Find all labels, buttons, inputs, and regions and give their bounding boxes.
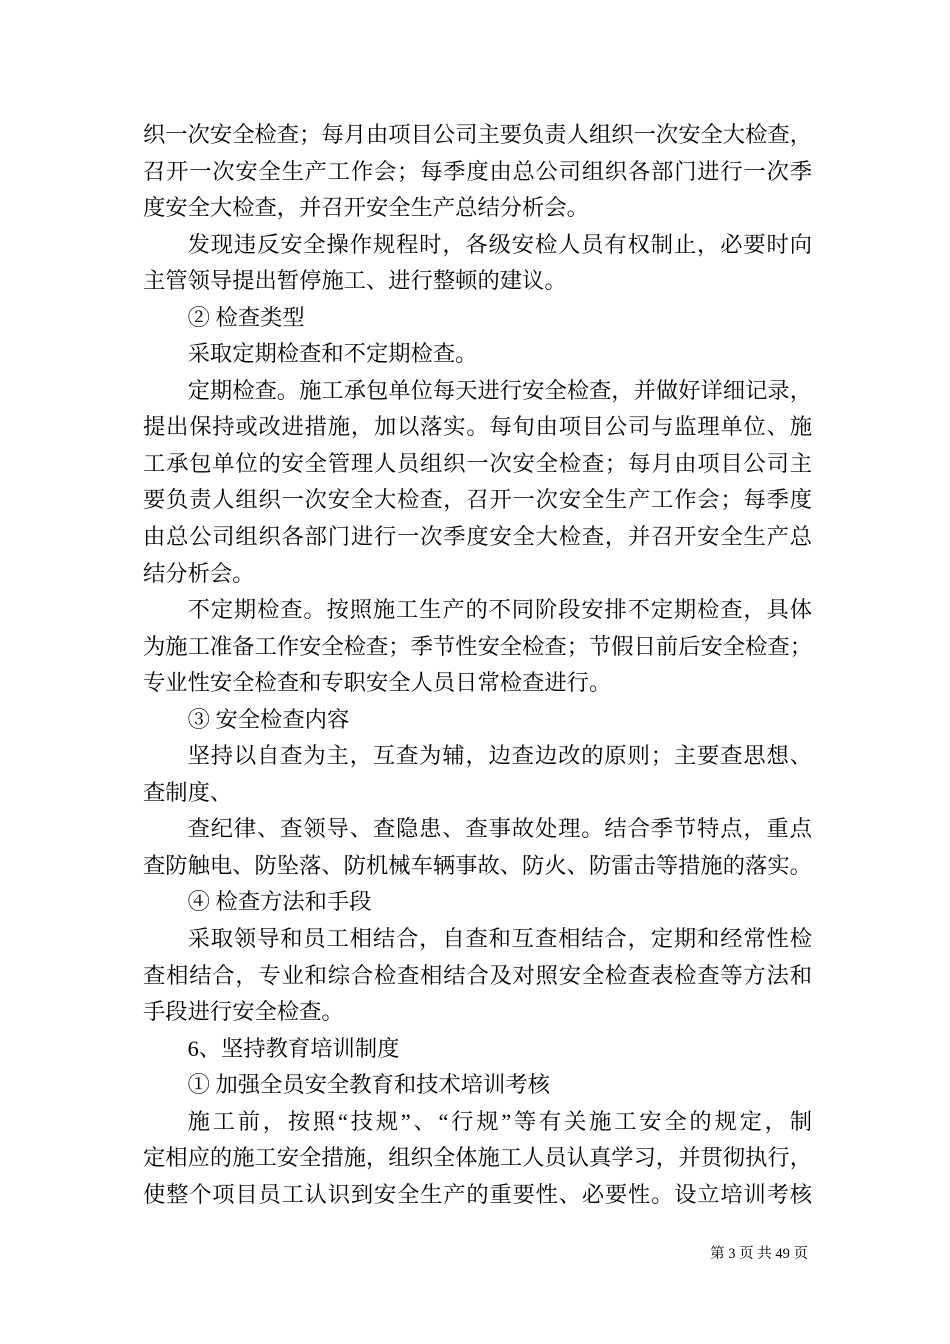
text-line: 查相结合，专业和综合检查相结合及对照安全检查表检查等方法和 xyxy=(143,962,812,988)
text-line: 发现违反安全操作规程时，各级安检人员有权制止，必要时向 xyxy=(187,231,812,257)
text-line: 6、坚持教育培训制度 xyxy=(187,1035,400,1061)
text-line: 定相应的施工安全措施，组织全体施工人员认真学习，并贯彻执行， xyxy=(143,1145,812,1171)
text-line: 召开一次安全生产工作会；每季度由总公司组织各部门进行一次季 xyxy=(143,158,812,184)
text-line: 结分析会。 xyxy=(143,560,255,586)
page-number-label: 第 3 页 共 49 页 xyxy=(710,1246,808,1262)
text-line: 专业性安全检查和专职安全人员日常检查进行。 xyxy=(143,670,612,696)
text-line: 工承包单位的安全管理人员组织一次安全检查；每月由项目公司主 xyxy=(143,450,812,476)
text-line: 施工前，按照“技规”、“行规”等有关施工安全的规定，制 xyxy=(187,1108,812,1134)
text-line: 坚持以自查为主，互查为辅，边查边改的原则；主要查思想、 xyxy=(187,743,812,769)
text-line: 不定期检查。按照施工生产的不同阶段安排不定期检查，具体 xyxy=(187,597,812,623)
text-line: ① 加强全员安全教育和技术培训考核 xyxy=(187,1072,550,1098)
text-line: 使整个项目员工认识到安全生产的重要性、必要性。设立培训考核 xyxy=(143,1181,812,1207)
text-line: 查纪律、查领导、查隐患、查事故处理。结合季节特点，重点 xyxy=(187,816,812,842)
text-line: 查防触电、防坠落、防机械车辆事故、防火、防雷击等措施的落实。 xyxy=(143,852,812,878)
text-line: 主管领导提出暂停施工、进行整顿的建议。 xyxy=(143,268,567,294)
text-line: ② 检查类型 xyxy=(187,304,305,330)
text-line: 由总公司组织各部门进行一次季度安全大检查，并召开安全生产总 xyxy=(143,524,812,550)
text-line: 要负责人组织一次安全大检查，召开一次安全生产工作会；每季度 xyxy=(143,487,812,513)
page-footer xyxy=(710,1245,808,1263)
text-line: 定期检查。施工承包单位每天进行安全检查，并做好详细记录， xyxy=(187,377,812,403)
text-line: 为施工准备工作安全检查；季节性安全检查；节假日前后安全检查； xyxy=(143,633,812,659)
text-line: ④ 检查方法和手段 xyxy=(187,889,372,915)
document-body xyxy=(143,117,812,1213)
text-line: 度安全大检查，并召开安全生产总结分析会。 xyxy=(143,195,589,221)
text-line: 手段进行安全检查。 xyxy=(143,999,344,1025)
text-line: 查制度、 xyxy=(143,779,233,805)
text-line: 提出保持或改进措施，加以落实。每旬由项目公司与监理单位、施 xyxy=(143,414,812,440)
text-line: 织一次安全检查；每月由项目公司主要负责人组织一次安全大检查， xyxy=(143,122,812,147)
text-line: 采取定期检查和不定期检查。 xyxy=(187,341,478,367)
text-line: 采取领导和员工相结合，自查和互查相结合，定期和经常性检 xyxy=(187,926,812,952)
text-line: ③ 安全检查内容 xyxy=(187,706,350,732)
